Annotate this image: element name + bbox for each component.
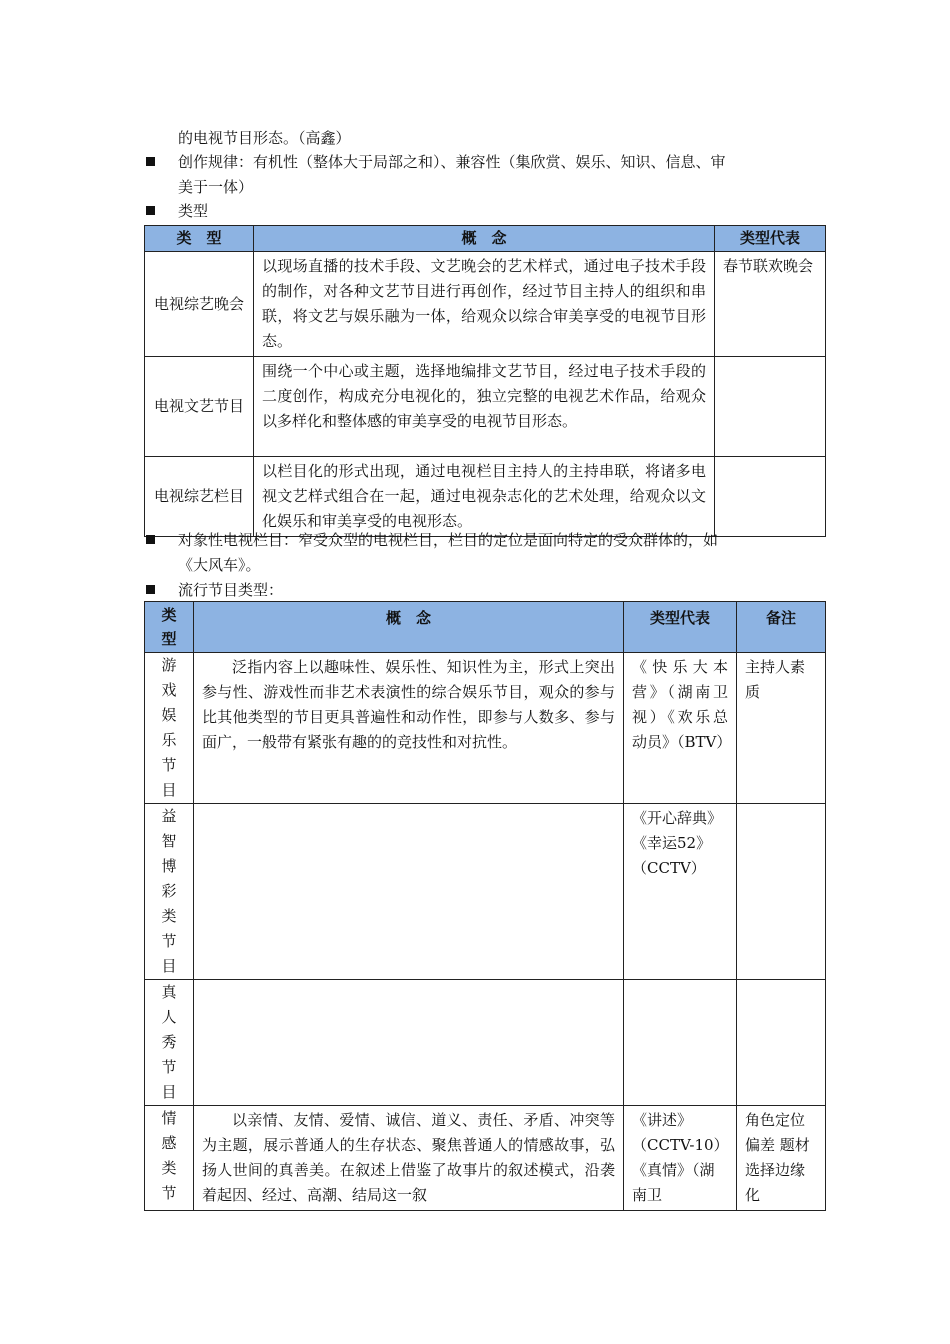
type-cell: 电视综艺晚会 [145, 252, 254, 357]
column-header-concept: 概 念 [254, 226, 715, 252]
column-header-representative: 类型代表 [715, 226, 826, 252]
creation-rule-line1: 创作规律：有机性（整体大于局部之和）、兼容性（集欣赏、娱乐、知识、信息、审 [178, 153, 726, 171]
type-cell: 电视文艺节目 [145, 357, 254, 457]
column-header-representative: 类型代表 [624, 602, 737, 653]
concept-cell: 围绕一个中心或主题，选择地编排文艺节目，经过电子技术手段的二度创作，构成充分电视化的，独立完整的电视艺术作品，给观众以多样化和整体感的审美享受的电视节目形态。 [254, 357, 715, 457]
bullet-square-icon [146, 585, 155, 594]
column-header-note: 备注 [737, 602, 826, 653]
creation-rule-line2: 美于一体） [178, 178, 254, 196]
representative-cell: 《讲述》（CCTV-10）《真情》（湖南卫 [624, 1106, 737, 1211]
concept-cell [194, 804, 624, 980]
table-row [145, 457, 826, 537]
table-row [145, 1106, 826, 1211]
popular-types-heading: 流行节目类型： [178, 581, 284, 599]
table-row [145, 653, 826, 804]
table-row [145, 804, 826, 980]
table-row [145, 357, 826, 457]
bullet-square-icon [146, 206, 155, 215]
column-header-concept: 概 念 [194, 602, 624, 653]
bullet-square-icon [146, 157, 155, 166]
representative-cell [715, 357, 826, 457]
representative-cell [624, 980, 737, 1106]
concept-cell: 泛指内容上以趣味性、娱乐性、知识性为主，形式上突出参与性、游戏性而非艺术表演性的综合娱乐节目，观众的参与比其他类型的节目更具普遍性和动作性，即参与人数多、参与面广，一般带有紧张有趣的的竞技性和对抗性。 [194, 653, 624, 804]
type-cell: 电视综艺栏目 [145, 457, 254, 537]
bullet-square-icon [146, 535, 155, 544]
concept-cell: 以亲情、友情、爱情、诚信、道义、责任、矛盾、冲突等为主题，展示普通人的生存状态、聚焦普通人的情感故事，弘扬人世间的真善美。在叙述上借鉴了故事片的叙述模式，沿袭着起因、经过、高潮、结局这一叙 [194, 1106, 624, 1211]
table-header-row [145, 602, 826, 653]
representative-cell [715, 457, 826, 537]
types-table [144, 225, 826, 537]
table-header-row [145, 226, 826, 252]
table-row [145, 980, 826, 1106]
representative-cell: 《开心辞典》《幸运52》（CCTV） [624, 804, 737, 980]
column-header-type: 类型 [145, 602, 194, 653]
type-cell: 情感类节 [145, 1106, 194, 1211]
representative-cell: 《快乐大本营》（湖南卫视）《欢乐总动员》（BTV） [624, 653, 737, 804]
intro-line: 的电视节目形态。（高鑫） [178, 129, 351, 147]
concept-cell: 以现场直播的技术手段、文艺晚会的艺术样式，通过电子技术手段的制作，对各种文艺节目进行再创作，经过节目主持人的组织和串联，将文艺与娱乐融为一体，给观众以综合审美享受的电视节目形态。 [254, 252, 715, 357]
type-cell: 益智博彩类节目 [145, 804, 194, 980]
note-cell: 主持人素质 [737, 653, 826, 804]
targeted-program-line2: 《大风车》。 [178, 556, 261, 574]
concept-cell [194, 980, 624, 1106]
type-cell: 游戏娱乐节目 [145, 653, 194, 804]
type-cell: 真人秀节目 [145, 980, 194, 1106]
concept-cell: 以栏目化的形式出现，通过电视栏目主持人的主持串联，将诸多电视文艺样式组合在一起，通过电视杂志化的艺术处理，给观众以文化娱乐和审美享受的电视形态。 [254, 457, 715, 537]
types-heading: 类型 [178, 202, 209, 220]
column-header-type: 类 型 [145, 226, 254, 252]
note-cell: 角色定位偏差 题材选择边缘化 [737, 1106, 826, 1211]
table-row [145, 252, 826, 357]
note-cell [737, 804, 826, 980]
targeted-program-line1: 对象性电视栏目：窄受众型的电视栏目，栏目的定位是面向特定的受众群体的，如 [178, 531, 719, 549]
popular-types-table [144, 601, 826, 1211]
representative-cell: 春节联欢晚会 [715, 252, 826, 357]
note-cell [737, 980, 826, 1106]
